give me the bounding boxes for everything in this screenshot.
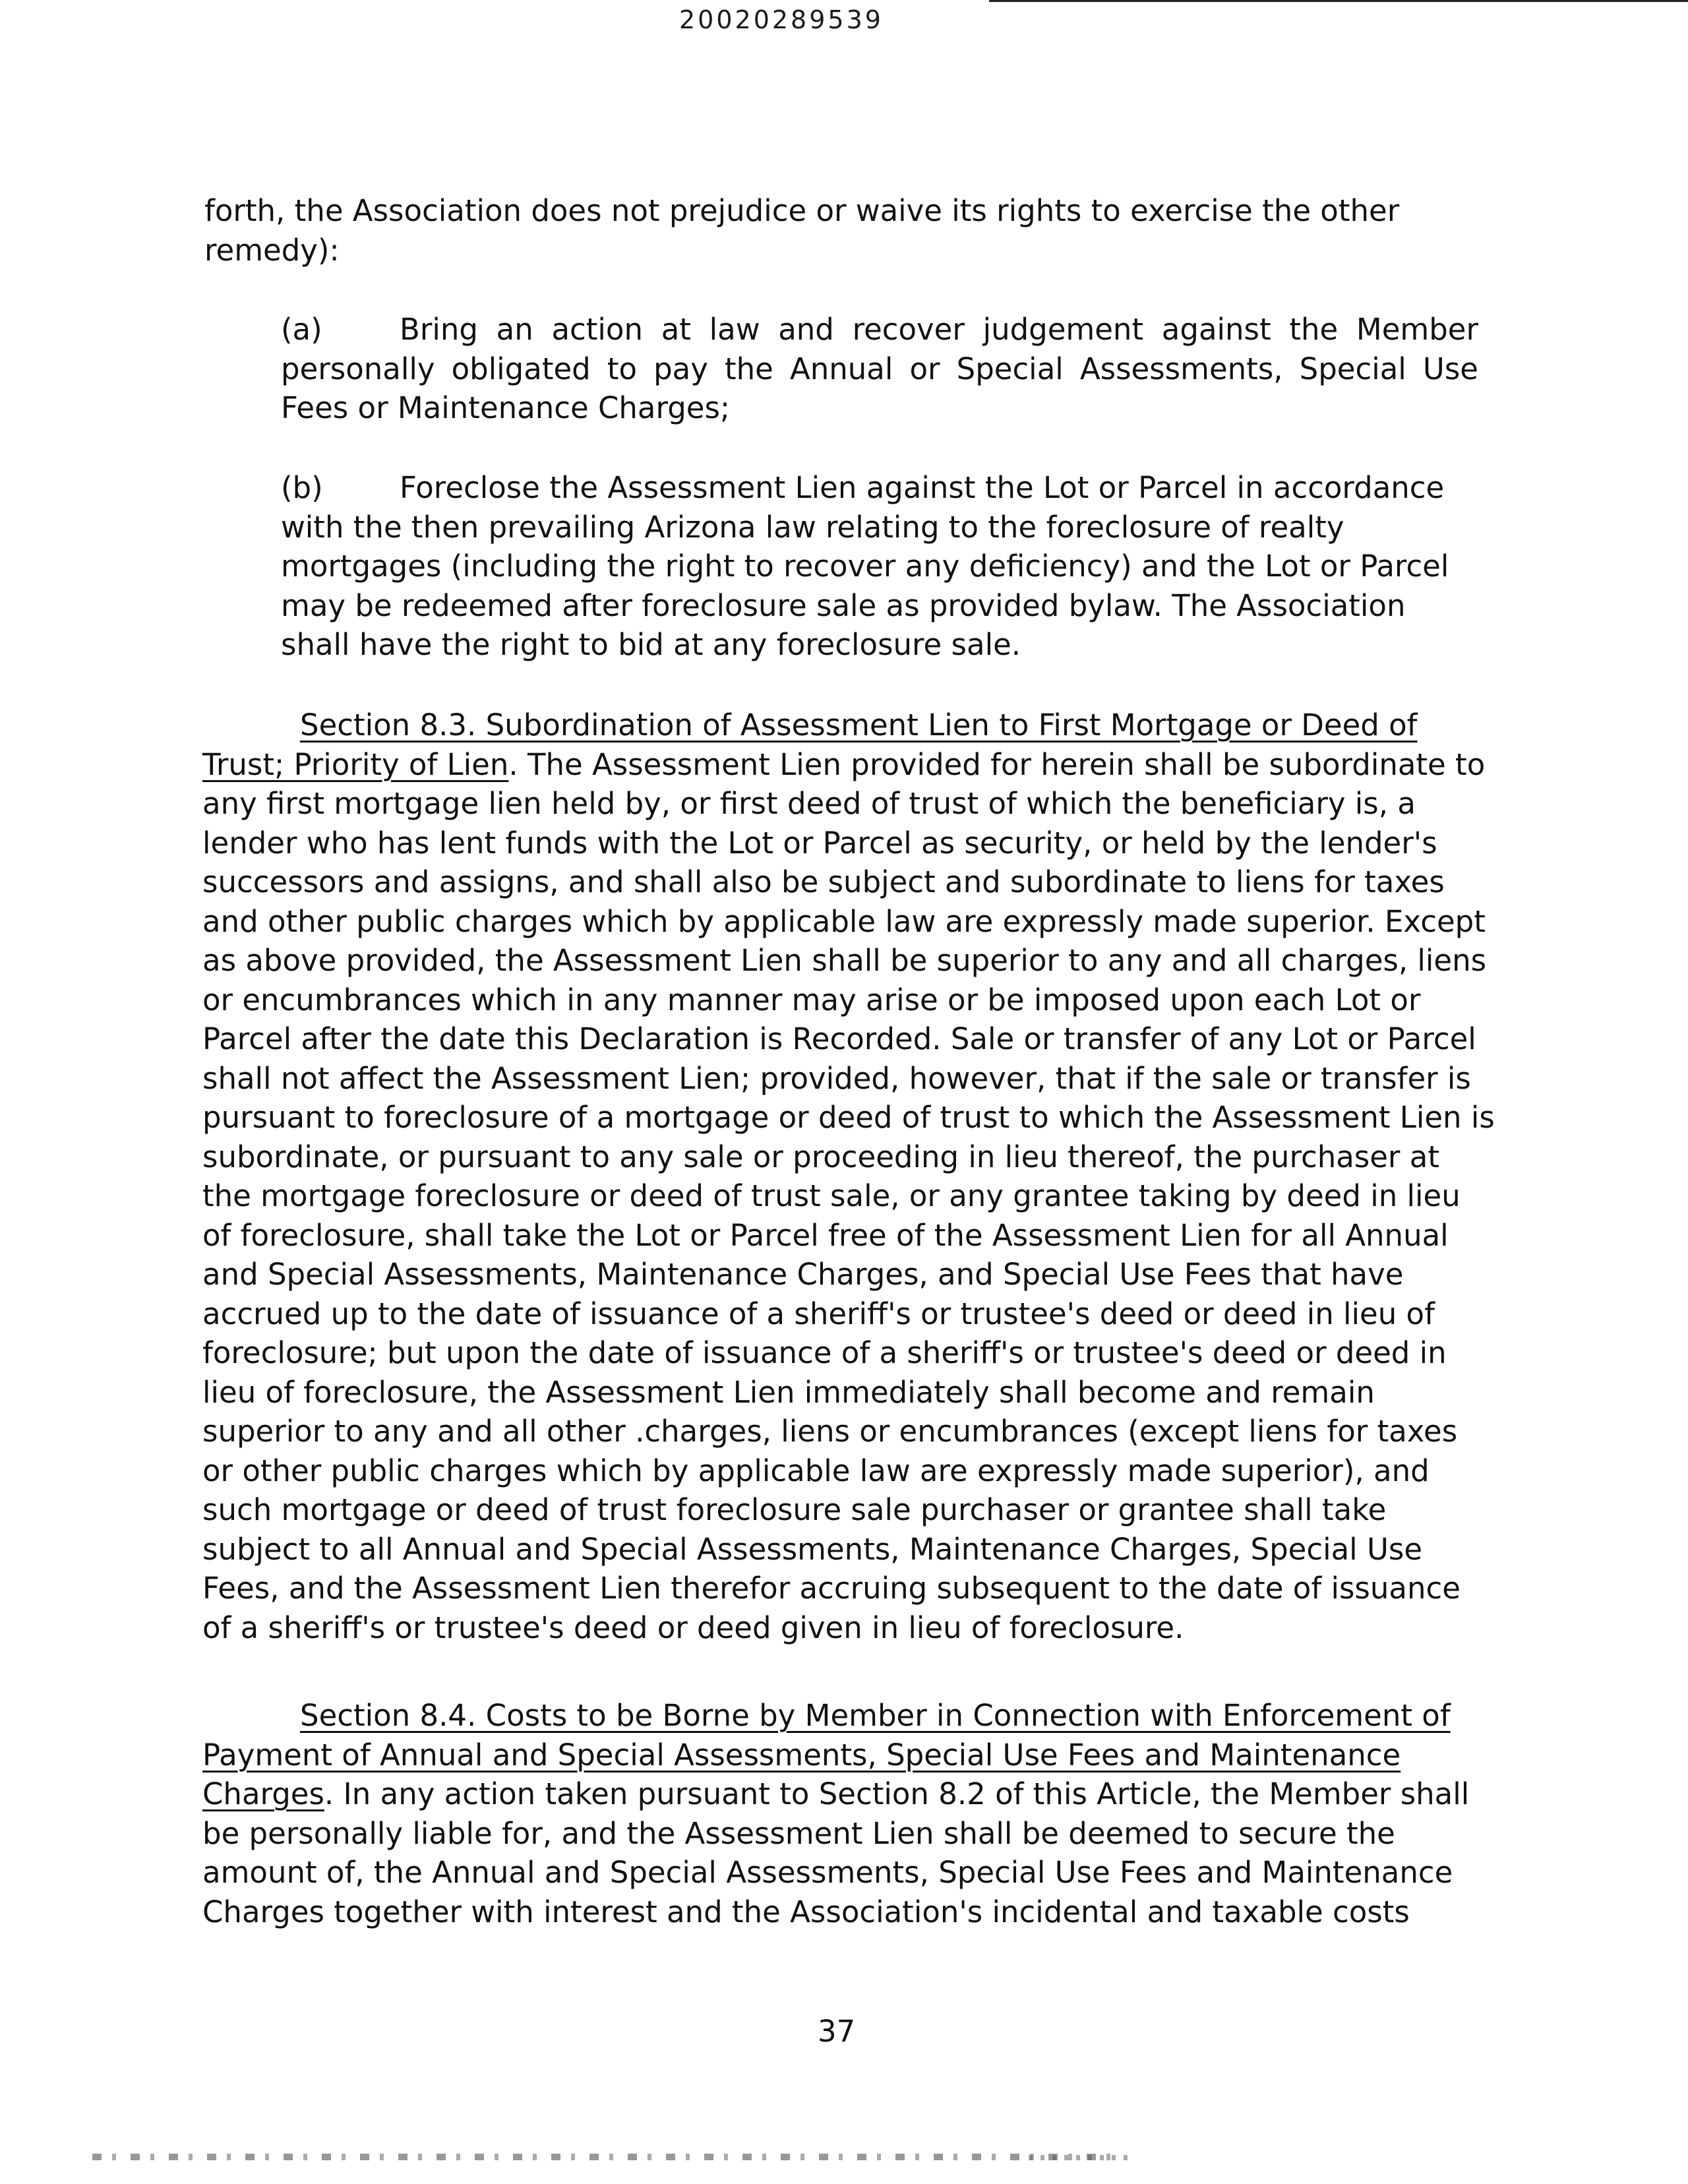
scan-artifact — [92, 2154, 1121, 2160]
section-8-3-text: . The Assessment Lien provided for herein shall be subordinate to any first mortgage lien held by, or first deed of trust of which the beneficiary is, a lender who has lent funds with the Lot or Parcel as security, or held by the lender's successors and assigns, and shall also be subject and subordinate to liens for taxes and other public charges which by applicable law are expressly made superior. Except as above provided, the Assessment Lien shall be superior to any and all charges, liens or encumbrances which in any manner may arise or be imposed upon each Lot or Parcel after the date this Declaration is Recorded. Sale or transfer of any Lot or Parcel shall not affect the Assessment Lien; provided, however, that if the sale or transfer is pursuant to foreclosure of a mortgage or deed of trust to which the Assessment Lien is subordinate, or pursuant to any sale or proceeding in lieu thereof, the purchaser at the mortgage foreclosure or deed of trust sale, or any grantee taking by deed in lieu of foreclosure, shall take the Lot or Parcel free of the Assessment Lien for all Annual and Special Assessments, Maintenance Charges, and Special Use Fees that have accrued up to the date of issuance of a sheriff's or trustee's deed or deed in lieu of foreclosure; but upon the date of issuance of a sheriff's or trustee's deed or deed in lieu of foreclosure, the Assessment Lien immediately shall become and remain superior to any and all other .charges, liens or encumbrances (except liens for taxes or other public charges which by applicable law are expressly made superior), and such mortgage or deed of trust foreclosure sale purchaser or grantee shall take subject to all Annual and Special Assessments, Maintenance Charges, Special Use Fees, and the Assessment Lien therefor accruing subsequent to the date of issuance of a sheriff's or trustee's deed or deed given in lieu of foreclosure. — [202, 746, 1495, 1645]
item-b-label: (b) — [281, 470, 323, 505]
page-number: 37 — [818, 2014, 856, 2049]
section-8-3-heading: Section 8.3. Subordination of Assessment Lien to First Mortgage or Deed of Trust; Priority of Lien — [202, 708, 1418, 782]
item-a-label: (a) — [281, 312, 322, 347]
header-rule — [989, 0, 1688, 2]
item-a-paragraph — [281, 310, 1478, 428]
scan-artifact — [1029, 2155, 1134, 2160]
section-8-4-heading: Section 8.4. Costs to be Borne by Member in Connection with Enforcement of Payment of Annual and Special Assessments, Special Use Fees and Maintenance Charges — [202, 1698, 1451, 1811]
section-8-4-text: . In any action taken pursuant to Section 8.2 of this Article, the Member shall be personally liable for, and the Assessment Lien shall be deemed to secure the amount of, the Annual and Special Assessments, Special Use Fees and Maintenance Charges together with interest and the Association's incidental and taxable costs — [202, 1776, 1470, 1929]
section-8-3-paragraph — [202, 706, 1495, 1647]
section-8-4-paragraph — [202, 1696, 1495, 1931]
recording-number: 20020289539 — [679, 5, 884, 34]
item-a-text: Bring an action at law and recover judgement against the Member personally obligated to pay the Annual or Special Assessments, Special Use Fees or Maintenance Charges; — [281, 312, 1478, 425]
item-b-paragraph — [281, 468, 1478, 665]
item-b-text: Foreclose the Assessment Lien against the Lot or Parcel in accordance with the then prevailing Arizona law relating to the foreclosure of realty mortgages (including the right to recover any deficiency) and the Lot or Parcel may be redeemed after foreclosure sale as provided bylaw. The Association shall have the right to bid at any foreclosure sale. — [281, 470, 1449, 662]
intro-paragraph: forth, the Association does not prejudice or waive its rights to exercise the other remedy): — [204, 193, 1400, 268]
